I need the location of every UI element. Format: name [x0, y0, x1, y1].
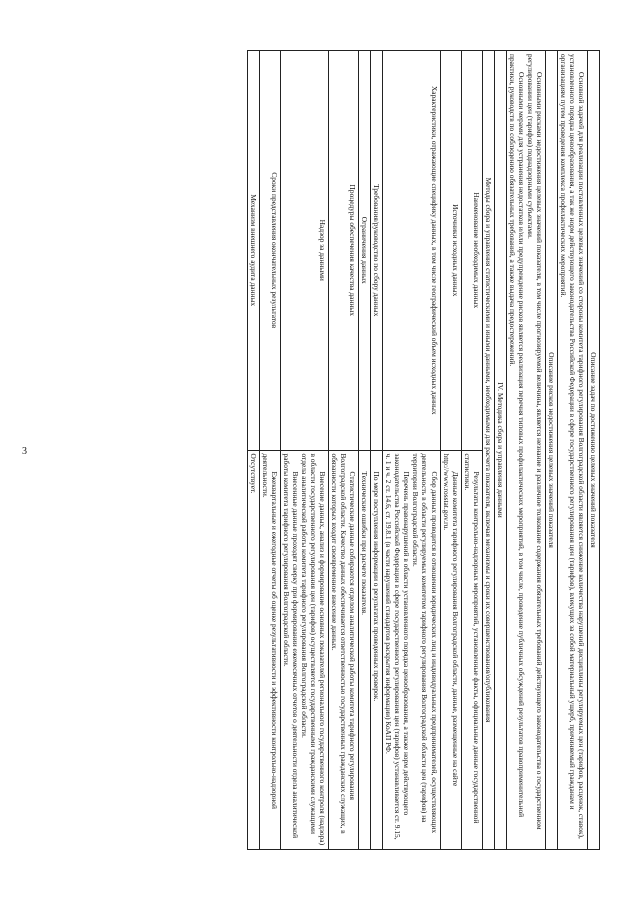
row-label: Механизм внешнего аудита данных [247, 51, 259, 451]
methods-heading: IV. Методика сбора и управления данными [494, 51, 506, 850]
row-value [383, 450, 440, 850]
row-label: Ограничения данных [359, 51, 371, 451]
page-number: 3 [22, 446, 27, 457]
table-row [359, 51, 371, 850]
row-value [281, 450, 329, 850]
row-value [440, 450, 461, 850]
table-row [259, 51, 280, 850]
row-paragraph: Результаты контрольно-надзорных мероприятий, установленные факты, официальные данные государственной статистики. [462, 453, 481, 824]
goals-text [557, 51, 587, 850]
row-paragraph: Данные комитета тарифного регулирования Волгоградской области, данные, размещенные на сайте http://www.rosstat.gov.ru. [441, 453, 460, 787]
row-paragraph: По мере поступления информации о результатах проведенных проверок. [372, 471, 382, 702]
row-paragraph: Ежеквартальные и ежегодные отчеты об оценке результативности и эффективности контрольно-надзорной деятельности. [261, 453, 280, 809]
table-row [371, 51, 383, 850]
methods-subheading: Методы сбора и управления статистическими и иными данными, необходимыми для расчета показателя, включая механизмы и сроки их совершенствования/опубликования [482, 51, 494, 850]
row-value [359, 450, 371, 850]
table-row [440, 51, 461, 850]
row-label: Требования/руководство по сбору данных [371, 51, 383, 451]
row-paragraph: Внесение данных, анализ и формирование основных показателей регионального государственного контроля (надзора) в области государственного регулирования цен (тарифов) осуществляется государственными гражданскими служащими отдела аналитической работы комитета тарифного регулирования Волгоградской области. [300, 453, 328, 846]
table-row [329, 51, 359, 850]
row-value [461, 450, 482, 850]
risks-text [506, 51, 545, 850]
document-sheet [40, 50, 600, 850]
row-label: Наименование необходимых данных [461, 51, 482, 451]
row-value [259, 450, 280, 850]
goals-heading: Описание задач по достижению целевых значений показателя [587, 51, 599, 850]
row-label: Процедуры обеспечения качества данных [329, 51, 359, 451]
goals-paragraph: Основной задачей для реализации поставленных целевых значений со стороны комитета тарифного регулирования Волгоградской области является снижение количества нарушений дисциплины регулируемых цен (тарифов, расценок, ставок), установленного порядка ценообразования, а так же норм действующего законодательства Российской Федерации в сфере государственного регулирования цен (тарифов), влекущих за собой материальный ущерб, причиняемый гражданам и организациям путем проведения комплекса профилактических мероприятий. [558, 54, 586, 839]
row-label: Сроки представления окончательных результатов [259, 51, 280, 451]
row-label: Источники исходных данных [440, 51, 461, 451]
table-row [281, 51, 329, 850]
row-value [329, 450, 359, 850]
row-paragraph: Сбор данных проводится в отношении юридических лиц и индивидуальных предпринимателей, осуществляющих деятельность в области регулируемых комитетом тарифного регулирования Волгоградской области цен (тарифов) на территории Волгоградской области. [411, 453, 439, 834]
row-label: Надзор за данными [281, 51, 329, 451]
row-value [371, 450, 383, 850]
risks-paragraph-1: Основными рисками недостижения целевых значений показателя, в том числе прогнозируемой величины, является незнание и различное толкование содержания обязательных требований действующего законодательства о государственном регулировании цен (тарифов) поднадзорными субъектами. [525, 54, 544, 830]
table-row [383, 51, 440, 850]
row-paragraph: Статистические данные собираются отделом аналитической работы комитета тарифного регулирования Волгоградской области. Качество данных обеспечивается ответственностью государственных гражданских служащих, в обязанности которых входит своевременное внесение данных. [330, 453, 358, 834]
row-value [247, 450, 259, 850]
row-label: Характеристики, отражающие специфику данных, в том числе географический объем исходных данных [383, 51, 440, 451]
row-paragraph: Технические ошибки при расчете показателя. [360, 471, 370, 615]
row-paragraph: Перечень правонарушений в области установленного порядка ценообразования, а также норм действующего законодательства Российской Федерации в сфере государственного регулирования цен (тарифов) устанавливается ст. 9.15, ч. 1 и ч. 2 ст. 14.6, ст. 19.8.1 (в части нарушений стандартов раскрытия информации) КоАП РФ. [384, 453, 412, 840]
row-paragraph: Отсутствует. [248, 453, 258, 494]
row-paragraph: Внесенные данные проходят сверку при формировании ежемесячных отчетов о деятельности отдела аналитической работы комитета тарифного регулирования Волгоградской области. [282, 453, 301, 839]
table-row [247, 51, 259, 850]
risks-paragraph-2: Основными мерами для устранения недостатков и/или предупреждение рисков является реализация перечня типовых профилактических мероприятий, в том числе, проведение публичных обсуждений результатов правоприменительной практики, руководств по соблюдению обязательных требований, а также выдача предостережений. [507, 54, 526, 818]
table-row [461, 51, 482, 850]
risks-heading: Описание рисков недостижения целевых значений показателя [545, 51, 557, 850]
methodology-table [247, 50, 600, 850]
